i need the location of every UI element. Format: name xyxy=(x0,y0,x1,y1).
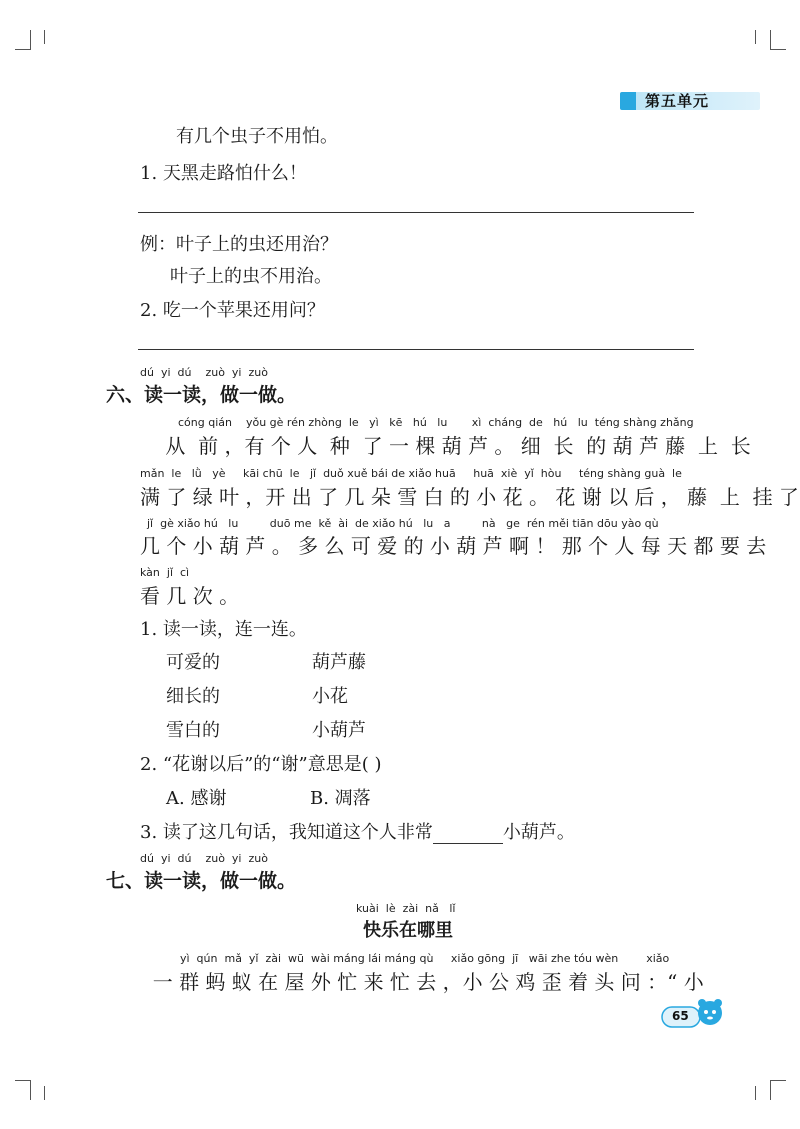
page-number-badge xyxy=(664,1005,710,1033)
example-answer: 叶子上的虫不用治。 xyxy=(170,266,332,287)
example-label: 例：叶子上的虫还用治？ xyxy=(140,234,338,255)
answer-line[interactable] xyxy=(138,349,694,350)
crop-mark xyxy=(770,49,786,50)
match-right-item[interactable]: 小葫芦 xyxy=(312,720,366,741)
crop-mark xyxy=(755,1086,756,1100)
text-line: 有几个虫子不用怕。 xyxy=(176,126,338,147)
match-left-item[interactable]: 雪白的 xyxy=(166,720,220,741)
passage-line: 看 几 次 。 xyxy=(140,584,240,608)
question-3-tail: 小葫芦。 xyxy=(502,822,575,843)
match-right-item[interactable]: 葫芦藤 xyxy=(312,652,366,673)
option-a[interactable]: A. 感谢 xyxy=(166,788,227,809)
match-left-item[interactable]: 细长的 xyxy=(166,686,220,707)
passage-pinyin: kàn jǐ cì xyxy=(140,566,190,579)
passage-line: 从 前 ，有 个 人 种 了 一 棵 葫 芦 。 细 长 的 葫 芦 藤 上 长 xyxy=(140,434,751,458)
crop-mark xyxy=(770,1080,771,1100)
question-2: 2. “花谢以后”的“谢”意思是( ) xyxy=(140,754,382,775)
match-right-item[interactable]: 小花 xyxy=(312,686,348,707)
mascot-icon xyxy=(660,993,730,1033)
question-2: 2. 吃一个苹果还用问？ xyxy=(140,300,325,321)
answer-line[interactable] xyxy=(138,212,694,213)
crop-mark xyxy=(44,1086,45,1100)
crop-mark xyxy=(770,1080,786,1081)
passage-line: 满 了 绿 叶 ，开 出 了 几 朵 雪 白 的 小 花 。 花 谢 以 后 ， 藤 上 挂 了 xyxy=(140,485,799,509)
story-title-pinyin: kuài lè zài nǎ lǐ xyxy=(356,902,456,915)
page-number: 65 xyxy=(672,1009,689,1023)
question-1: 1. 天黑走路怕什么！ xyxy=(140,163,307,184)
crop-mark xyxy=(30,1080,31,1100)
unit-title: 第五单元 xyxy=(645,92,710,110)
crop-mark xyxy=(15,1080,31,1081)
passage-pinyin: jǐ gè xiǎo hú lu duō me kě ài de xiǎo hú lu a nà ge rén měi tiān dōu yào qù xyxy=(140,517,659,530)
crop-mark xyxy=(30,30,31,50)
crop-mark xyxy=(770,30,771,50)
option-b[interactable]: B. 凋落 xyxy=(310,788,371,809)
story-pinyin: yì qún mǎ yǐ zài wū wài máng lái máng qù xiǎo gōng jī wāi zhe tóu wèn xiǎo xyxy=(180,952,670,965)
section-7-title: 七、读一读，做一做。 xyxy=(106,870,297,892)
question-1: 1. 读一读，连一连。 xyxy=(140,619,307,640)
passage-pinyin: mǎn le lǜ yè kāi chū le jǐ duǒ xuě bái de xiǎo huā huā xiè yǐ hòu téng shàng guà le xyxy=(140,467,682,480)
story-line: 一 群 蚂 蚁 在 屋 外 忙 来 忙 去 ，小 公 鸡 歪 着 头 问 ：“ 小 xyxy=(140,970,704,994)
crop-mark xyxy=(755,30,756,44)
fill-blank[interactable] xyxy=(433,827,503,844)
section-6-title: 六、读一读，做一做。 xyxy=(106,384,297,406)
passage-line: 几 个 小 葫 芦 。 多 么 可 爱 的 小 葫 芦 啊 ！ 那 个 人 每 天 都 要 去 xyxy=(140,534,767,558)
section-pinyin: dú yi dú zuò yi zuò xyxy=(140,852,268,865)
story-title: 快乐在哪里 xyxy=(363,920,453,941)
section-pinyin: dú yi dú zuò yi zuò xyxy=(140,366,268,379)
question-3 xyxy=(140,818,575,844)
crop-mark xyxy=(15,49,31,50)
match-left-item[interactable]: 可爱的 xyxy=(166,652,220,673)
passage-pinyin: cóng qián yǒu gè rén zhòng le yì kē hú lu xì cháng de hú lu téng shàng zhǎng xyxy=(178,416,694,429)
crop-mark xyxy=(44,30,45,44)
question-3-text: 3. 读了这几句话，我知道这个人非常 xyxy=(140,822,433,843)
